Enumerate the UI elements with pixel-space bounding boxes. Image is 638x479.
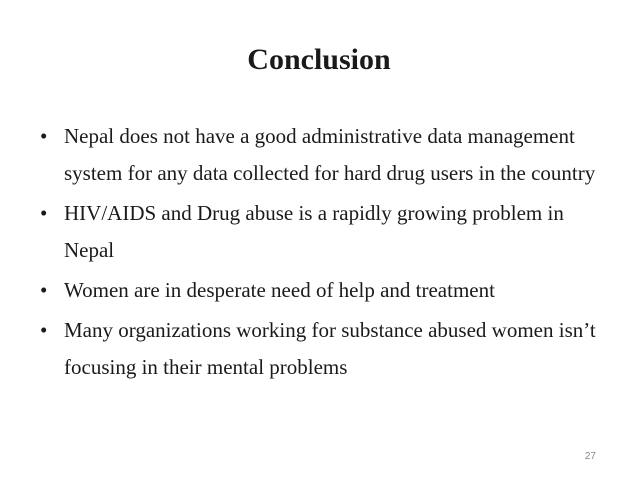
bullet-marker: • [40,318,48,342]
bullet-text: HIV/AIDS and Drug abuse is a rapidly growing problem in Nepal [64,201,564,262]
bullet-item [40,195,610,269]
bullet-marker: • [40,278,48,302]
bullet-list [40,118,610,389]
bullet-item [40,312,610,386]
bullet-text: Many organizations working for substance abused women isn’t focusing in their mental problems [64,318,596,379]
bullet-marker: • [40,201,48,225]
page-number: 27 [584,451,596,462]
bullet-item [40,118,610,192]
bullet-text: Nepal does not have a good administrative data management system for any data collected for hard drug users in the country [64,124,596,185]
bullet-item [40,272,610,309]
bullet-marker: • [40,124,48,148]
bullet-text: Women are in desperate need of help and treatment [64,278,495,302]
slide-title: Conclusion [247,43,391,76]
